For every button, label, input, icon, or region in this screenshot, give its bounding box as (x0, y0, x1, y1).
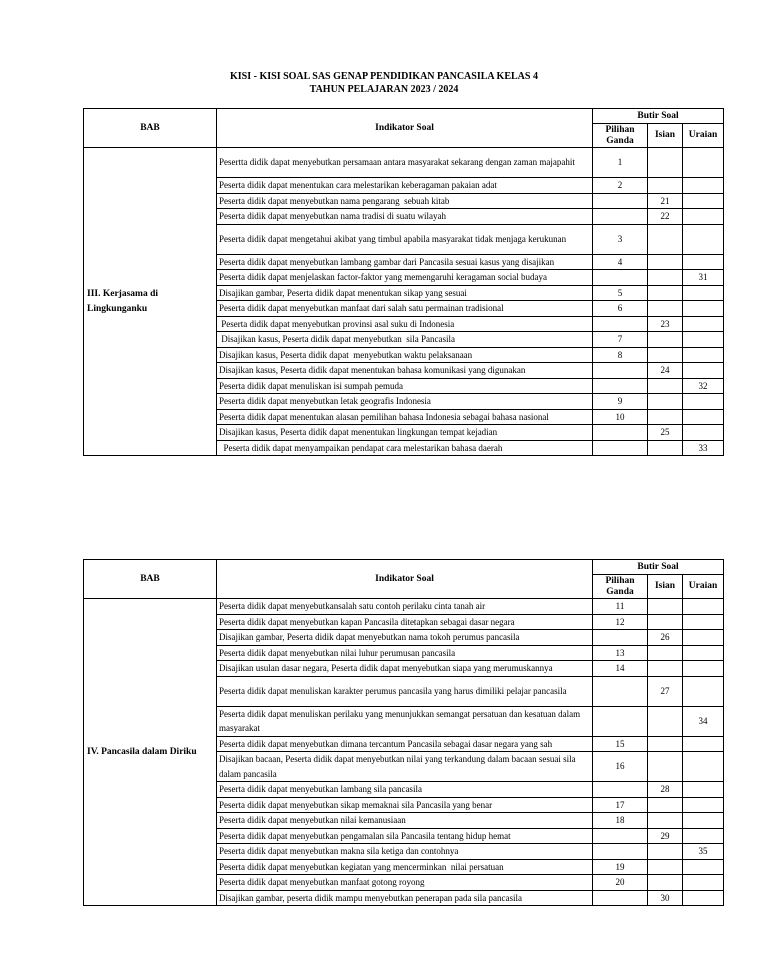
indikator-cell: Peserta didik dapat menyebutkansalah satu contoh perilaku cinta tanah air (217, 599, 593, 615)
table-row (84, 599, 724, 615)
indikator-cell: Peserta didik dapat menyebutkan nama pengarang sebuah kitab (217, 193, 593, 209)
isian-cell: 23 (648, 316, 683, 332)
pilihan-ganda-cell (593, 270, 648, 286)
pilihan-ganda-cell: 18 (593, 813, 648, 829)
pilihan-ganda-cell: 17 (593, 797, 648, 813)
isian-cell (648, 301, 683, 317)
pilihan-ganda-cell (593, 316, 648, 332)
uraian-cell (683, 425, 724, 441)
indikator-cell: Peserta didik dapat menyebutkan pengamalan sila Pancasila tentang hidup hemat (217, 828, 593, 844)
header-indikator: Indikator Soal (217, 560, 593, 599)
pilihan-ganda-cell (593, 706, 648, 736)
isian-cell (648, 148, 683, 178)
pilihan-ganda-cell (593, 828, 648, 844)
uraian-cell (683, 630, 724, 646)
indikator-cell: Peserta didik dapat menyebutkan kegiatan yang mencerminkan nilai persatuan (217, 859, 593, 875)
isian-cell (648, 645, 683, 661)
isian-cell (648, 797, 683, 813)
indikator-cell: Peserta didik dapat menyebutkan provinsi asal suku di Indonesia (217, 316, 593, 332)
indikator-cell: Disajikan kasus, Peserta didik dapat menentukan bahasa komunikasi yang digunakan (217, 363, 593, 379)
header-uraian: Uraian (683, 124, 724, 148)
header-pilihan-ganda: Pilihan Ganda (593, 124, 648, 148)
indikator-cell: Peserta didik dapat menuliskan karakter perumus pancasila yang harus dimiliki pelajar pancasila (217, 676, 593, 706)
kisi-table-bab-3 (83, 108, 724, 456)
uraian-cell (683, 363, 724, 379)
uraian-cell: 32 (683, 378, 724, 394)
uraian-cell (683, 782, 724, 798)
uraian-cell (683, 224, 724, 254)
header-butir-soal: Butir Soal (593, 109, 724, 124)
isian-cell (648, 875, 683, 891)
pilihan-ganda-cell: 15 (593, 736, 648, 752)
uraian-cell (683, 614, 724, 630)
isian-cell (648, 285, 683, 301)
header-uraian: Uraian (683, 575, 724, 599)
indikator-cell: Peserta didik dapat menyebutkan manfaat dari salah satu permainan tradisional (217, 301, 593, 317)
uraian-cell (683, 301, 724, 317)
isian-cell (648, 614, 683, 630)
uraian-cell (683, 148, 724, 178)
pilihan-ganda-cell (593, 676, 648, 706)
header-isian: Isian (648, 575, 683, 599)
indikator-cell: Disajikan kasus, Peserta didik dapat menyebutkan sila Pancasila (217, 332, 593, 348)
pilihan-ganda-cell (593, 890, 648, 906)
pilihan-ganda-cell (593, 630, 648, 646)
uraian-cell (683, 859, 724, 875)
indikator-cell: Peserta didik dapat menyebutkan manfaat gotong royong (217, 875, 593, 891)
indikator-cell: Peserta didik dapat menentukan alasan pemilihan bahasa Indonesia sebagai bahasa nasional (217, 409, 593, 425)
pilihan-ganda-cell: 11 (593, 599, 648, 615)
isian-cell (648, 813, 683, 829)
isian-cell: 25 (648, 425, 683, 441)
isian-cell: 29 (648, 828, 683, 844)
isian-cell (648, 599, 683, 615)
isian-cell (648, 752, 683, 782)
indikator-cell: Peserta didik dapat menyebutkan nilai luhur perumusan pancasila (217, 645, 593, 661)
isian-cell (648, 736, 683, 752)
pilihan-ganda-cell: 3 (593, 224, 648, 254)
indikator-cell: Disajikan gambar, Peserta didik dapat menyebutkan nama tokoh perumus pancasila (217, 630, 593, 646)
uraian-cell (683, 347, 724, 363)
indikator-cell: Disajikan gambar, peserta didik mampu menyebutkan penerapan pada sila pancasila (217, 890, 593, 906)
indikator-cell: Peserta didik dapat menyebutkan lambang gambar dari Pancasila sesuai kasus yang disajikan (217, 254, 593, 270)
uraian-cell: 35 (683, 844, 724, 860)
pilihan-ganda-cell: 20 (593, 875, 648, 891)
uraian-cell (683, 676, 724, 706)
isian-cell (648, 254, 683, 270)
header-bab: BAB (84, 560, 217, 599)
title-line-2: TAHUN PELAJARAN 2023 / 2024 (309, 84, 459, 95)
indikator-cell: Peserta didik dapat menuliskan perilaku yang menunjukkan semangat persatuan dan kesatuan dalam masyarakat (217, 706, 593, 736)
isian-cell (648, 178, 683, 194)
indikator-cell: Disajikan bacaan, Peserta didik dapat menyebutkan nilai yang terkandung dalam bacaan sesuai sila dalam pancasila (217, 752, 593, 782)
header-isian: Isian (648, 124, 683, 148)
uraian-cell (683, 599, 724, 615)
pilihan-ganda-cell: 6 (593, 301, 648, 317)
indikator-cell: Disajikan gambar, Peserta didik dapat menentukan sikap yang sesuai (217, 285, 593, 301)
uraian-cell: 31 (683, 270, 724, 286)
isian-cell (648, 844, 683, 860)
isian-cell: 22 (648, 209, 683, 225)
isian-cell: 21 (648, 193, 683, 209)
isian-cell (648, 706, 683, 736)
bab-label-line: Lingkunganku (87, 303, 148, 314)
bab-label-line: IV. Pancasila dalam Diriku (87, 746, 197, 757)
uraian-cell (683, 316, 724, 332)
pilihan-ganda-cell (593, 440, 648, 456)
indikator-cell: Peserta didik dapat menjelaskan factor-faktor yang memengaruhi keragaman social budaya (217, 270, 593, 286)
uraian-cell (683, 209, 724, 225)
pilihan-ganda-cell (593, 782, 648, 798)
pilihan-ganda-cell: 19 (593, 859, 648, 875)
isian-cell (648, 661, 683, 677)
isian-cell (648, 347, 683, 363)
uraian-cell (683, 254, 724, 270)
header-pilihan-ganda: Pilihan Ganda (593, 575, 648, 599)
pilihan-ganda-cell: 16 (593, 752, 648, 782)
bab-label-line: III. Kerjasama di (87, 289, 158, 299)
uraian-cell (683, 285, 724, 301)
pilihan-ganda-cell: 8 (593, 347, 648, 363)
uraian-cell (683, 178, 724, 194)
uraian-cell (683, 813, 724, 829)
pilihan-ganda-cell (593, 209, 648, 225)
uraian-cell (683, 661, 724, 677)
pilihan-ganda-cell: 13 (593, 645, 648, 661)
indikator-cell: Peserta didik dapat menyebutkan nilai kemanusiaan (217, 813, 593, 829)
indikator-cell: Peserta didik dapat menyebutkan kapan Pancasila ditetapkan sebagai dasar negara (217, 614, 593, 630)
indikator-cell: Disajikan kasus, Peserta didik dapat menyebutkan waktu pelaksanaan (217, 347, 593, 363)
uraian-cell (683, 193, 724, 209)
uraian-cell (683, 875, 724, 891)
uraian-cell (683, 332, 724, 348)
pilihan-ganda-cell: 1 (593, 148, 648, 178)
header-butir-soal: Butir Soal (593, 560, 724, 575)
uraian-cell (683, 828, 724, 844)
uraian-cell (683, 394, 724, 410)
isian-cell: 27 (648, 676, 683, 706)
uraian-cell (683, 409, 724, 425)
indikator-cell: Peserta didik dapat menyampaikan pendapat cara melestarikan bahasa daerah (217, 440, 593, 456)
indikator-cell: Peserta didik dapat menyebutkan nama tradisi di suatu wilayah (217, 209, 593, 225)
pilihan-ganda-cell: 4 (593, 254, 648, 270)
pilihan-ganda-cell (593, 844, 648, 860)
indikator-cell: Peserta didik dapat menyebutkan letak geografis Indonesia (217, 394, 593, 410)
pilihan-ganda-cell: 12 (593, 614, 648, 630)
pilihan-ganda-cell: 2 (593, 178, 648, 194)
uraian-cell (683, 736, 724, 752)
isian-cell (648, 440, 683, 456)
kisi-table-bab-4 (83, 559, 724, 906)
header-bab: BAB (84, 109, 217, 148)
uraian-cell: 34 (683, 706, 724, 736)
isian-cell (648, 394, 683, 410)
isian-cell (648, 378, 683, 394)
header-indikator: Indikator Soal (217, 109, 593, 148)
isian-cell: 24 (648, 363, 683, 379)
table-row (84, 148, 724, 178)
isian-cell (648, 859, 683, 875)
isian-cell: 30 (648, 890, 683, 906)
bab-cell (84, 599, 217, 906)
uraian-cell (683, 890, 724, 906)
uraian-cell: 33 (683, 440, 724, 456)
indikator-cell: Peserta didik dapat menyebutkan dimana tercantum Pancasila sebagai dasar negara yang sah (217, 736, 593, 752)
indikator-cell: Peserta didik dapat menentukan cara melestarikan keberagaman pakaian adat (217, 178, 593, 194)
indikator-cell: Peserta didik dapat menyebutkan sikap memaknai sila Pancasila yang benar (217, 797, 593, 813)
isian-cell (648, 409, 683, 425)
title-line-1: KISI - KISI SOAL SAS GENAP PENDIDIKAN PANCASILA KELAS 4 (230, 71, 538, 82)
pilihan-ganda-cell: 9 (593, 394, 648, 410)
indikator-cell: Peserta didik dapat menyebutkan lambang sila pancasila (217, 782, 593, 798)
pilihan-ganda-cell (593, 425, 648, 441)
isian-cell (648, 270, 683, 286)
pilihan-ganda-cell: 14 (593, 661, 648, 677)
pilihan-ganda-cell (593, 363, 648, 379)
isian-cell (648, 224, 683, 254)
pilihan-ganda-cell: 5 (593, 285, 648, 301)
indikator-cell: Peserta didik dapat mengetahui akibat yang timbul apabila masyarakat tidak menjaga kerukunan (217, 224, 593, 254)
uraian-cell (683, 752, 724, 782)
isian-cell: 26 (648, 630, 683, 646)
pilihan-ganda-cell (593, 378, 648, 394)
pilihan-ganda-cell (593, 193, 648, 209)
pilihan-ganda-cell: 7 (593, 332, 648, 348)
isian-cell (648, 332, 683, 348)
indikator-cell: Peserta didik dapat menuliskan isi sumpah pemuda (217, 378, 593, 394)
indikator-cell: Peserta didik dapat menyebutkan makna sila ketiga dan contohnya (217, 844, 593, 860)
bab-cell (84, 148, 217, 456)
indikator-cell: Disajikan kasus, Peserta didik dapat menentukan lingkungan tempat kejadian (217, 425, 593, 441)
indikator-cell: Pesertta didik dapat menyebutkan persamaan antara masyarakat sekarang dengan zaman majapahit (217, 148, 593, 178)
document-title (0, 70, 768, 96)
indikator-cell: Disajikan usulan dasar negara, Peserta didik dapat menyebutkan siapa yang merumuskannya (217, 661, 593, 677)
uraian-cell (683, 645, 724, 661)
isian-cell: 28 (648, 782, 683, 798)
uraian-cell (683, 797, 724, 813)
pilihan-ganda-cell: 10 (593, 409, 648, 425)
